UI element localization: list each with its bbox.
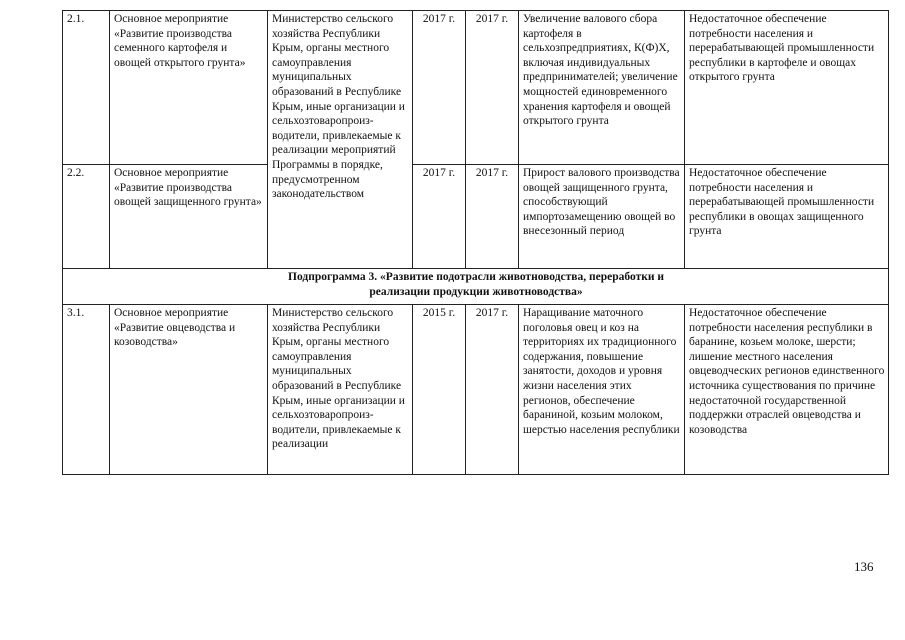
measure-name: Основное мероприятие «Развитие овцеводства и козоводства»: [110, 305, 268, 475]
row-number: 3.1.: [63, 305, 110, 475]
start-year: 2017 г.: [413, 11, 466, 165]
end-year: 2017 г.: [466, 165, 519, 269]
table-row: [63, 305, 889, 475]
subprogram-heading: [63, 269, 889, 305]
measure-name: Основное мероприятие «Развитие производства семенного картофеля и овощей открытого грунта»: [110, 11, 268, 165]
expected-result: Наращивание маточного поголовья овец и коз на территориях их традиционного содержания, повышение занятости, доходов и уровня жизни населения этих регионов, обеспечение бараниной, козьим молоком, шерстью населения республики: [519, 305, 685, 475]
executor-cell: Министерство сельского хозяйства Республики Крым, органы местного самоуправления муниципальных образований в Республике Крым, иные организации и сельхозтоваропроизводители, привлекаемые к реализации мероприятий Программы в порядке, предусмотренном законодательством: [268, 11, 413, 269]
row-number: 2.2.: [63, 165, 110, 269]
end-year: 2017 г.: [466, 11, 519, 165]
executor-cell: Министерство сельского хозяйства Республики Крым, органы местного самоуправления муниципальных образований в Республике Крым, иные организации и сельхозтоваропроизводители, привлекаемые к реализации: [268, 305, 413, 475]
expected-result: Прирост валового производства овощей защищенного грунта, способствующий импортозамещению овощей во внесезонный период: [519, 165, 685, 269]
row-number: 2.1.: [63, 11, 110, 165]
page-number: 136: [854, 559, 874, 574]
end-year: 2017 г.: [466, 305, 519, 475]
start-year: 2015 г.: [413, 305, 466, 475]
subprogram-header-row: [63, 269, 889, 305]
expected-result: Увеличение валового сбора картофеля в сельхозпредприятиях, К(Ф)Х, включая индивидуальных предпринимателей; увеличение мощностей единовременного хранения картофеля и овощей открытого грунта: [519, 11, 685, 165]
table-row: [63, 165, 889, 269]
non-implementation-consequence: Недостаточное обеспечение потребности населения и перерабатывающей промышленности республики в овощах защищенного грунта: [685, 165, 889, 269]
measure-name: Основное мероприятие «Развитие производства овощей защищенного грунта»: [110, 165, 268, 269]
table-row: [63, 11, 889, 165]
non-implementation-consequence: Недостаточное обеспечение потребности населения и перерабатывающей промышленности республики в картофеле и овощах открытого грунта: [685, 11, 889, 165]
subprogram-heading-line-2: реализации продукции животноводства»: [369, 285, 583, 298]
start-year: 2017 г.: [413, 165, 466, 269]
program-measures-table: [62, 10, 889, 475]
non-implementation-consequence: Недостаточное обеспечение потребности населения республики в баранине, козьем молоке, шерсти; лишение местного населения овцеводческих регионов единственного источника существования по причине недостаточной государственной поддержки отраслей овцеводства и козоводства: [685, 305, 889, 475]
subprogram-heading-line-1: Подпрограмма 3. «Развитие подотрасли животноводства, переработки и: [288, 271, 664, 283]
